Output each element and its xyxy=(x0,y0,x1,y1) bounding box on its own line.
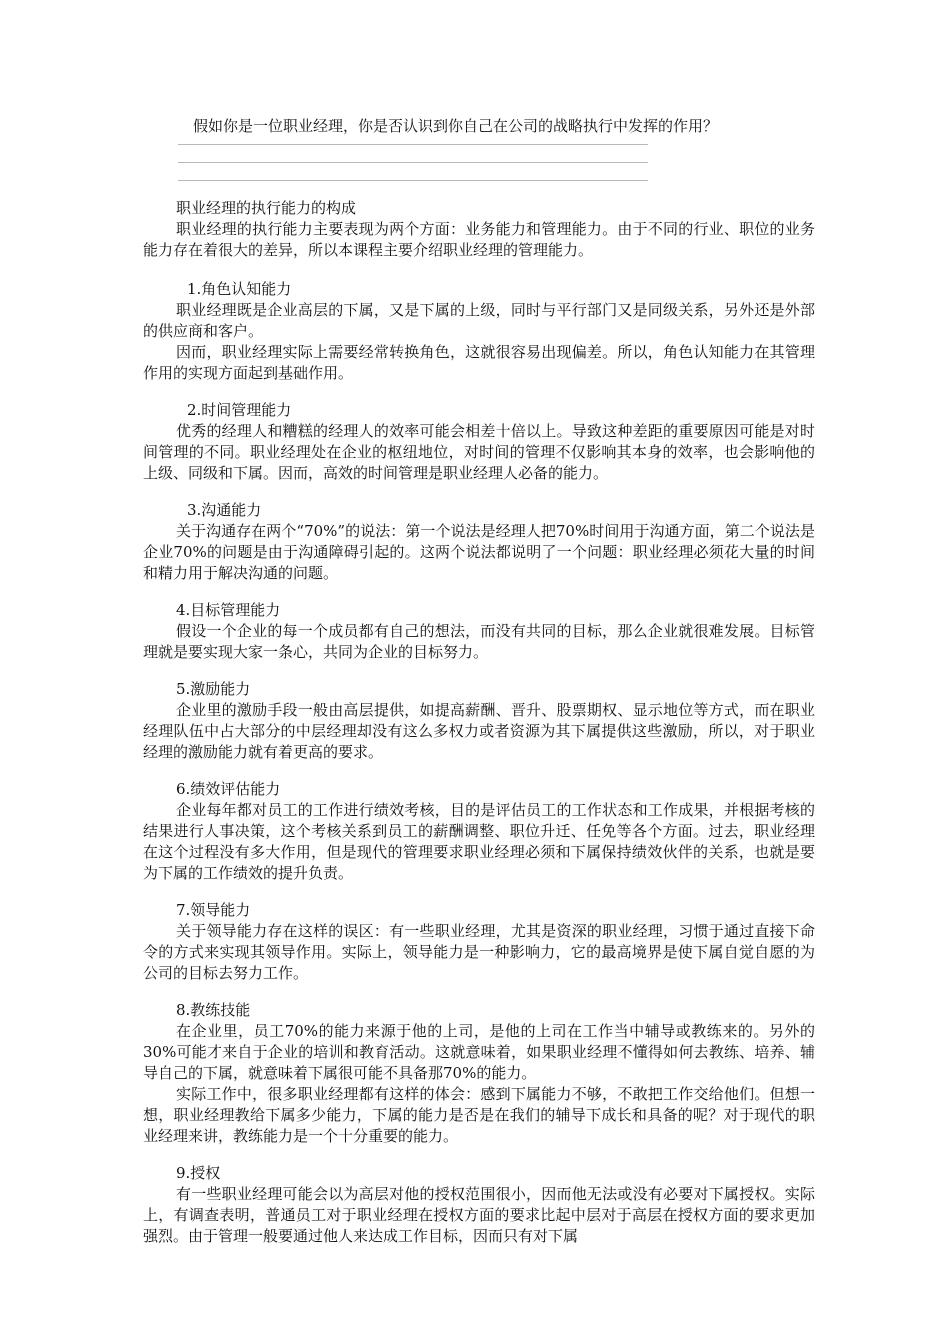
section-paragraph: 企业里的激励手段一般由高层提供，如提高薪酬、晋升、股票期权、显示地位等方式，而在职业经理队伍中占大部分的中层经理却没有这么多权力或者资源为其下属提供这些激励，所以，对于职业经理的激励能力就有着更高的要求。 xyxy=(143,701,815,761)
section-title: 2.时间管理能力 xyxy=(187,401,292,419)
section-communication xyxy=(143,500,815,584)
section-title: 7.领导能力 xyxy=(176,901,251,919)
question-text: 假如你是一位职业经理，你是否认识到你自己在公司的战略执行中发挥的作用？ xyxy=(193,117,719,135)
answer-line xyxy=(178,144,648,145)
section-title: 5.激励能力 xyxy=(176,680,251,698)
section-title: 3.沟通能力 xyxy=(187,501,262,519)
answer-line xyxy=(178,180,648,181)
section-paragraph: 企业每年都对员工的工作进行绩效考核，目的是评估员工的工作状态和工作成果，并根据考核的结果进行人事决策，这个考核关系到员工的薪酬调整、职位升迁、任免等各个方面。过去，职业经理在这个过程没有多大作用，但是现代的管理要求职业经理必须和下属保持绩效伙伴的关系，也就是要为下属的工作绩效的提升负责。 xyxy=(143,801,815,882)
intro-paragraph: 职业经理的执行能力主要表现为两个方面：业务能力和管理能力。由于不同的行业、职位的业务能力存在着很大的差异，所以本课程主要介绍职业经理的管理能力。 xyxy=(143,220,815,259)
section-paragraph: 优秀的经理人和糟糕的经理人的效率可能会相差十倍以上。导致这种差距的重要原因可能是对时间管理的不同。职业经理处在企业的枢纽地位，对时间的管理不仅影响其本身的效率，也会影响他的上级、同级和下属。因而，高效的时间管理是职业经理人必备的能力。 xyxy=(143,422,815,482)
section-title: 6.绩效评估能力 xyxy=(176,780,281,798)
section-performance-evaluation xyxy=(143,779,815,884)
section-coaching xyxy=(143,1000,815,1147)
section-role-cognition xyxy=(143,279,815,384)
section-title: 8.教练技能 xyxy=(176,1001,251,1019)
section-paragraph: 假设一个企业的每一个成员都有自己的想法，而没有共同的目标，那么企业就很难发展。目标管理就是要实现大家一条心，共同为企业的目标努力。 xyxy=(143,622,815,661)
section-title: 9.授权 xyxy=(176,1164,221,1182)
intro-title: 职业经理的执行能力的构成 xyxy=(176,199,357,217)
section-paragraph: 关于领导能力存在这样的误区：有一些职业经理，尤其是资深的职业经理，习惯于通过直接下命令的方式来实现其领导作用。实际上，领导能力是一种影响力，它的最高境界是使下属自觉自愿的为公司的目标去努力工作。 xyxy=(143,922,815,982)
answer-lines xyxy=(178,144,648,181)
section-paragraph: 关于沟通存在两个“70%”的说法：第一个说法是经理人把70%时间用于沟通方面，第二个说法是企业70%的问题是由于沟通障碍引起的。这两个说法都说明了一个问题：职业经理必须花大量的时间和精力用于解决沟通的问题。 xyxy=(143,522,815,582)
intro-section xyxy=(143,198,815,261)
section-motivation xyxy=(143,679,815,763)
section-leadership xyxy=(143,900,815,984)
answer-line xyxy=(178,162,648,163)
section-goal-management xyxy=(143,600,815,663)
document-page xyxy=(143,116,815,1247)
section-paragraph: 实际工作中，很多职业经理都有这样的体会：感到下属能力不够，不敢把工作交给他们。但想一想，职业经理教给下属多少能力，下属的能力是否是在我们的辅导下成长和具备的呢？对于现代的职业经理来讲，教练能力是一个十分重要的能力。 xyxy=(143,1085,815,1145)
section-time-management xyxy=(143,400,815,484)
section-delegation xyxy=(143,1163,815,1247)
section-paragraph: 有一些职业经理可能会以为高层对他的授权范围很小，因而他无法或没有必要对下属授权。实际上，有调查表明，普通员工对于职业经理在授权方面的要求比起中层对于高层在授权方面的要求更加强烈。由于管理一般要通过他人来达成工作目标，因而只有对下属 xyxy=(143,1185,815,1245)
section-paragraph: 因而，职业经理实际上需要经常转换角色，这就很容易出现偏差。所以，角色认知能力在其管理作用的实现方面起到基础作用。 xyxy=(143,343,815,382)
section-title: 1.角色认知能力 xyxy=(187,280,292,298)
section-title: 4.目标管理能力 xyxy=(176,601,281,619)
section-paragraph: 职业经理既是企业高层的下属，又是下属的上级，同时与平行部门又是同级关系，另外还是外部的供应商和客户。 xyxy=(143,301,815,340)
section-paragraph: 在企业里，员工70%的能力来源于他的上司，是他的上司在工作当中辅导或教练来的。另外的30%可能才来自于企业的培训和教育活动。这就意味着，如果职业经理不懂得如何去教练、培养、辅导自己的下属，就意味着下属很可能不具备那70%的能力。 xyxy=(143,1022,815,1082)
